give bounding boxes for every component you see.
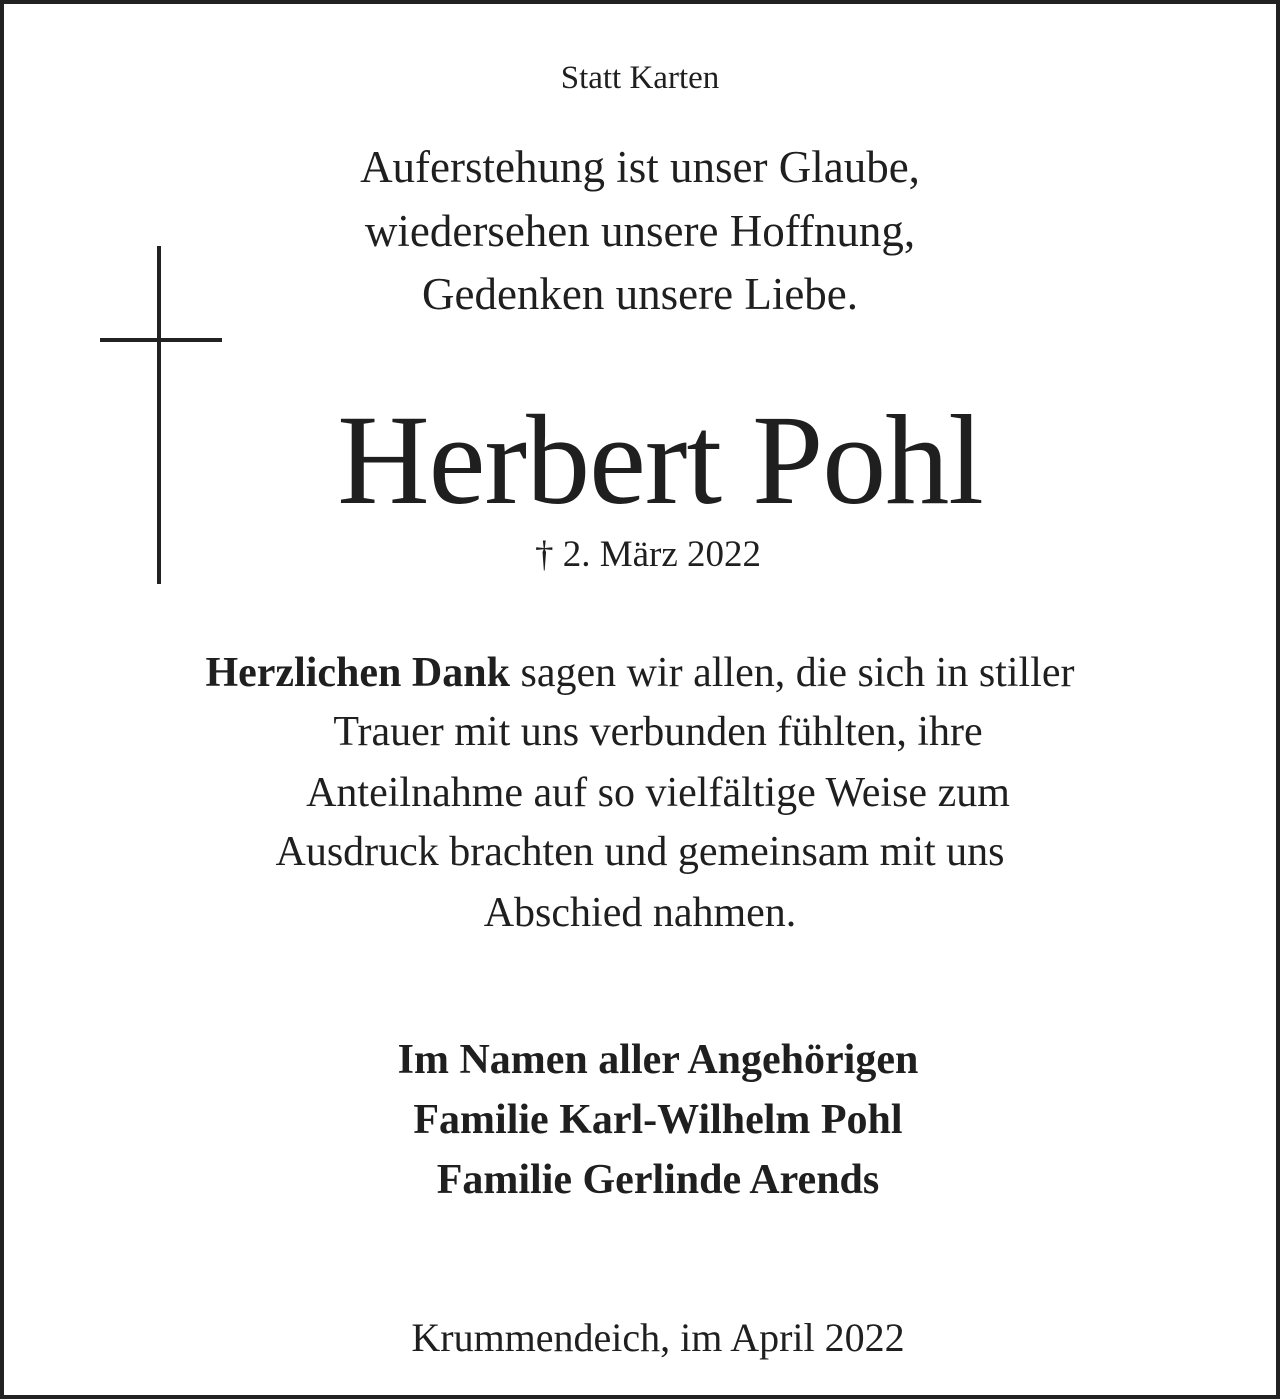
thanks-line-3: Anteilnahme auf so vielfältige Weise zum xyxy=(306,770,1010,816)
deceased-name: Herbert Pohl xyxy=(337,389,983,531)
signature-line-2: Familie Karl-Wilhelm Pohl xyxy=(413,1097,903,1143)
preface-text: Statt Karten xyxy=(560,60,720,96)
thanks-line-4: Ausdruck brachten und gemeinsam mit uns xyxy=(275,829,1005,875)
cross-horizontal-bar xyxy=(100,338,222,342)
thanks-lead: Herzlichen Dank xyxy=(205,650,510,696)
thanks-line-1-rest: sagen wir allen, die sich in stiller xyxy=(509,650,1075,696)
thanks-line-5: Abschied nahmen. xyxy=(483,890,797,936)
verse-line-2: wiedersehen unsere Hoffnung, xyxy=(364,206,916,256)
verse-line-1: Auferstehung ist unser Glaube, xyxy=(360,142,920,192)
death-date: † 2. März 2022 xyxy=(534,534,762,575)
thanks-line-1 xyxy=(4,652,1276,694)
place-date: Krummendeich, im April 2022 xyxy=(411,1315,905,1360)
signature-line-1: Im Namen aller Angehörigen xyxy=(397,1037,919,1083)
verse-line-3: Gedenken unsere Liebe. xyxy=(421,269,859,319)
thanks-line-2: Trauer mit uns verbunden fühlten, ihre xyxy=(333,709,983,755)
signature-line-3: Familie Gerlinde Arends xyxy=(436,1157,880,1203)
